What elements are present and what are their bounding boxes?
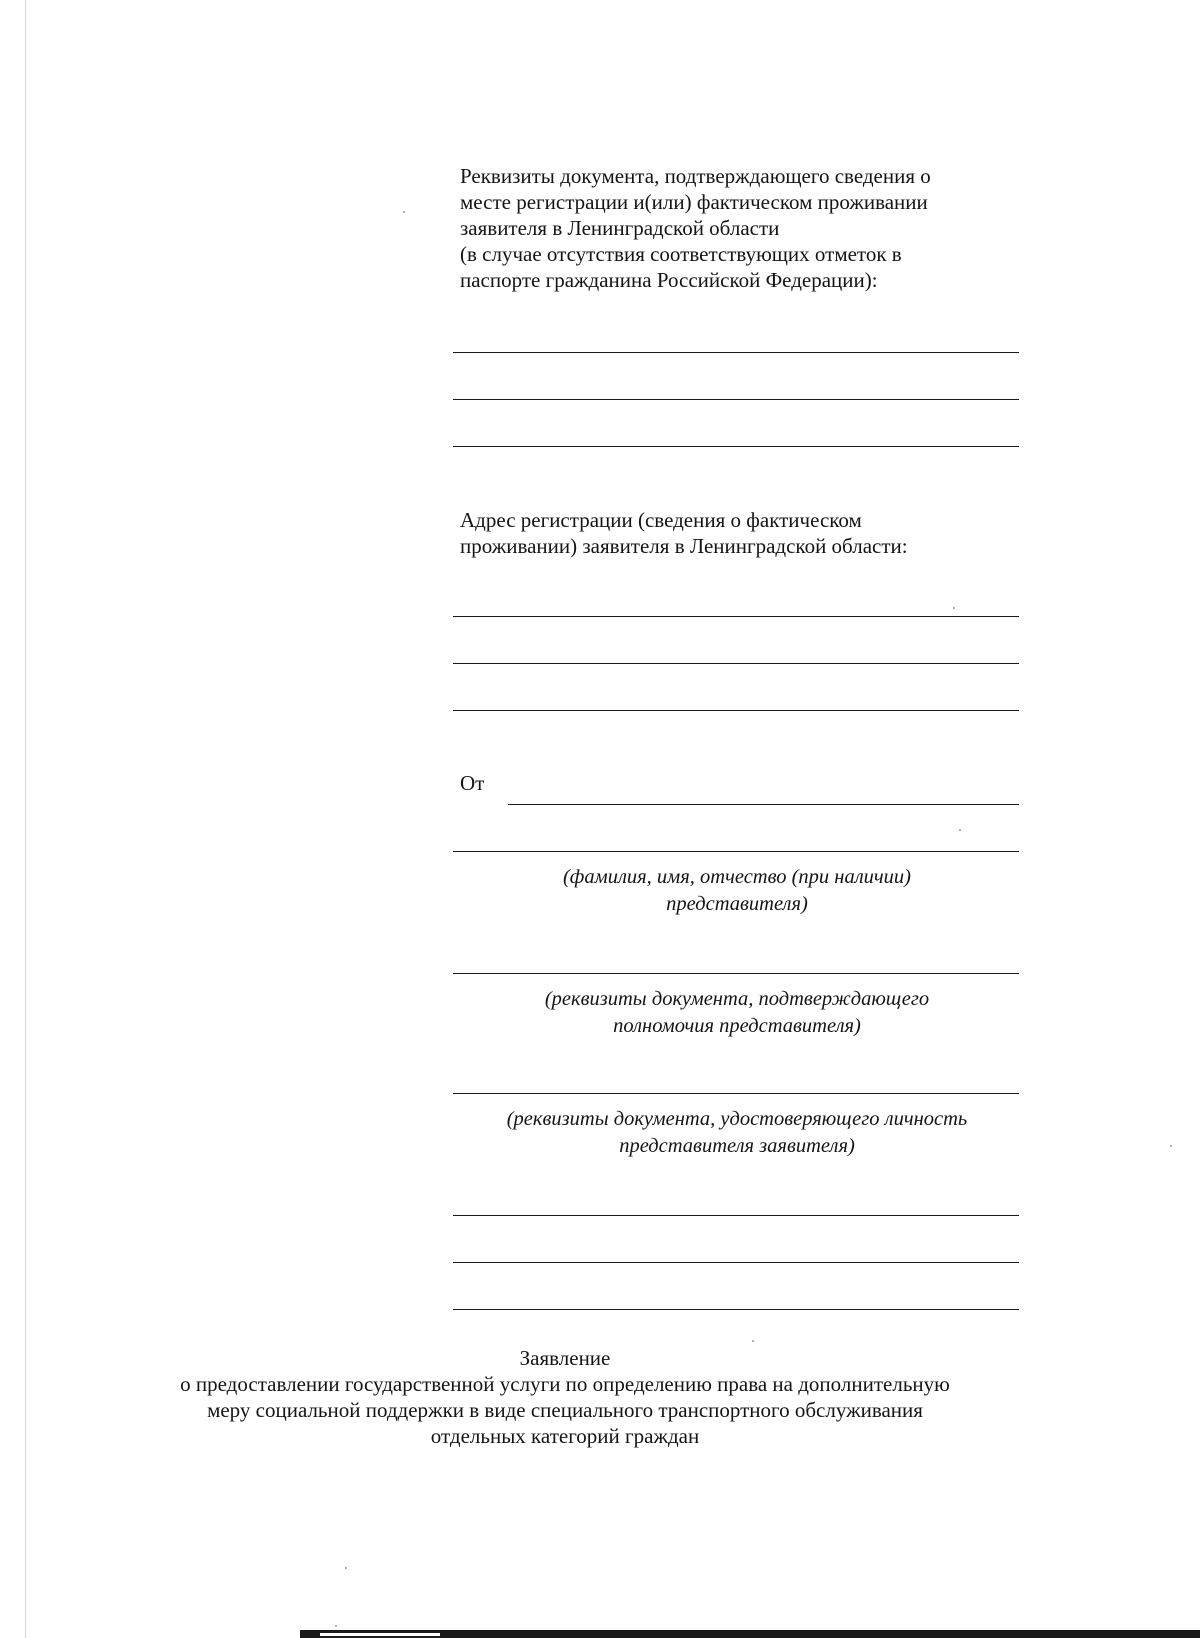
representative-name-entry-line[interactable]: [508, 804, 1019, 805]
residence-document-entry-line[interactable]: [453, 399, 1019, 400]
authority-document-caption: [452, 986, 1022, 1040]
application-title: [100, 1345, 1030, 1449]
heading-line: Реквизиты документа, подтверждающего сведения о: [460, 164, 931, 188]
caption-line: представителя заявителя): [619, 1135, 855, 1157]
from-label: От: [460, 771, 485, 795]
identity-document-entry-line[interactable]: [453, 1093, 1019, 1094]
identity-document-caption: [452, 1106, 1022, 1160]
title-line: о предоставлении государственной услуги по определению права на дополнительную: [180, 1372, 950, 1396]
registration-address-entry-line[interactable]: [453, 663, 1019, 664]
scan-bottom-gap: [320, 1633, 440, 1636]
heading-line: проживании) заявителя в Ленинградской области:: [460, 534, 908, 558]
scan-speck: [335, 1625, 337, 1627]
additional-entry-line[interactable]: [453, 1262, 1019, 1263]
heading-line: месте регистрации и(или) фактическом проживании: [460, 190, 928, 214]
scan-speck: [752, 1340, 754, 1342]
registration-address-entry-line[interactable]: [453, 710, 1019, 711]
caption-line: представителя): [666, 893, 808, 915]
scan-speck: [1170, 1145, 1172, 1147]
scan-speck: [403, 211, 405, 213]
additional-entry-line[interactable]: [453, 1309, 1019, 1310]
title-line: Заявление: [519, 1346, 611, 1370]
residence-document-entry-line[interactable]: [453, 446, 1019, 447]
residence-document-heading: [460, 163, 1020, 293]
caption-line: (фамилия, имя, отчество (при наличии): [562, 866, 912, 888]
representative-name-caption: [452, 864, 1022, 918]
heading-line: (в случае отсутствия соответствующих отметок в: [460, 242, 902, 266]
authority-document-entry-line[interactable]: [453, 973, 1019, 974]
heading-line: паспорте гражданина Российской Федерации):: [460, 268, 878, 292]
title-line: меру социальной поддержки в виде специального транспортного обслуживания: [207, 1398, 923, 1422]
scan-speck: [959, 829, 961, 831]
additional-entry-line[interactable]: [453, 1215, 1019, 1216]
caption-line: полномочия представителя): [613, 1015, 861, 1037]
scan-left-edge: [25, 0, 26, 1638]
representative-name-entry-line[interactable]: [453, 851, 1019, 852]
heading-line: Адрес регистрации (сведения о фактическом: [460, 508, 862, 532]
caption-line: (реквизиты документа, подтверждающего: [544, 988, 930, 1010]
heading-line: заявителя в Ленинградской области: [460, 216, 780, 240]
registration-address-entry-line[interactable]: [453, 616, 1019, 617]
residence-document-entry-line[interactable]: [453, 352, 1019, 353]
title-line: отдельных категорий граждан: [430, 1424, 700, 1448]
registration-address-heading: [460, 507, 1020, 559]
caption-line: (реквизиты документа, удостоверяющего личность: [506, 1108, 968, 1130]
scan-speck: [953, 607, 955, 609]
scan-speck: [345, 1567, 347, 1569]
